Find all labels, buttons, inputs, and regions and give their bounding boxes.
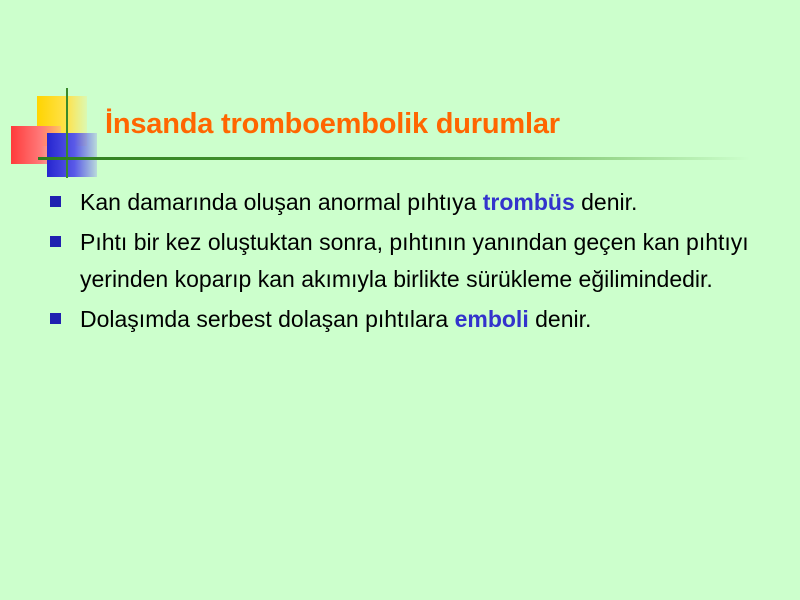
slide-title: İnsanda tromboembolik durumlar (105, 108, 560, 140)
vertical-divider (66, 88, 68, 178)
bullet-text: denir. (574, 189, 638, 215)
bullet-list (50, 184, 762, 341)
bullet-text: denir. (528, 306, 592, 332)
bullet-icon (50, 313, 61, 324)
highlight-term: trombüs (482, 189, 575, 215)
bullet-text: Dolaşımda serbest dolaşan pıhtılara (80, 306, 455, 332)
bullet-text: Kan damarında oluşan anormal pıhtıya (80, 189, 483, 215)
highlight-term: emboli (454, 306, 529, 332)
bullet-icon (50, 236, 61, 247)
blue-square (47, 133, 97, 177)
bullet-item (50, 184, 762, 221)
bullet-item (50, 224, 762, 298)
decorative-logo (0, 0, 800, 200)
bullet-text: Pıhtı bir kez oluştuktan sonra, pıhtının yanından geçen kan pıhtıyı yerinden koparıp kan akımıyla birlikte sürükleme eğilimindedir. (80, 229, 749, 292)
title-underline (38, 157, 750, 160)
bullet-icon (50, 196, 61, 207)
bullet-item (50, 301, 762, 338)
red-square (11, 126, 61, 164)
yellow-square (37, 96, 87, 146)
